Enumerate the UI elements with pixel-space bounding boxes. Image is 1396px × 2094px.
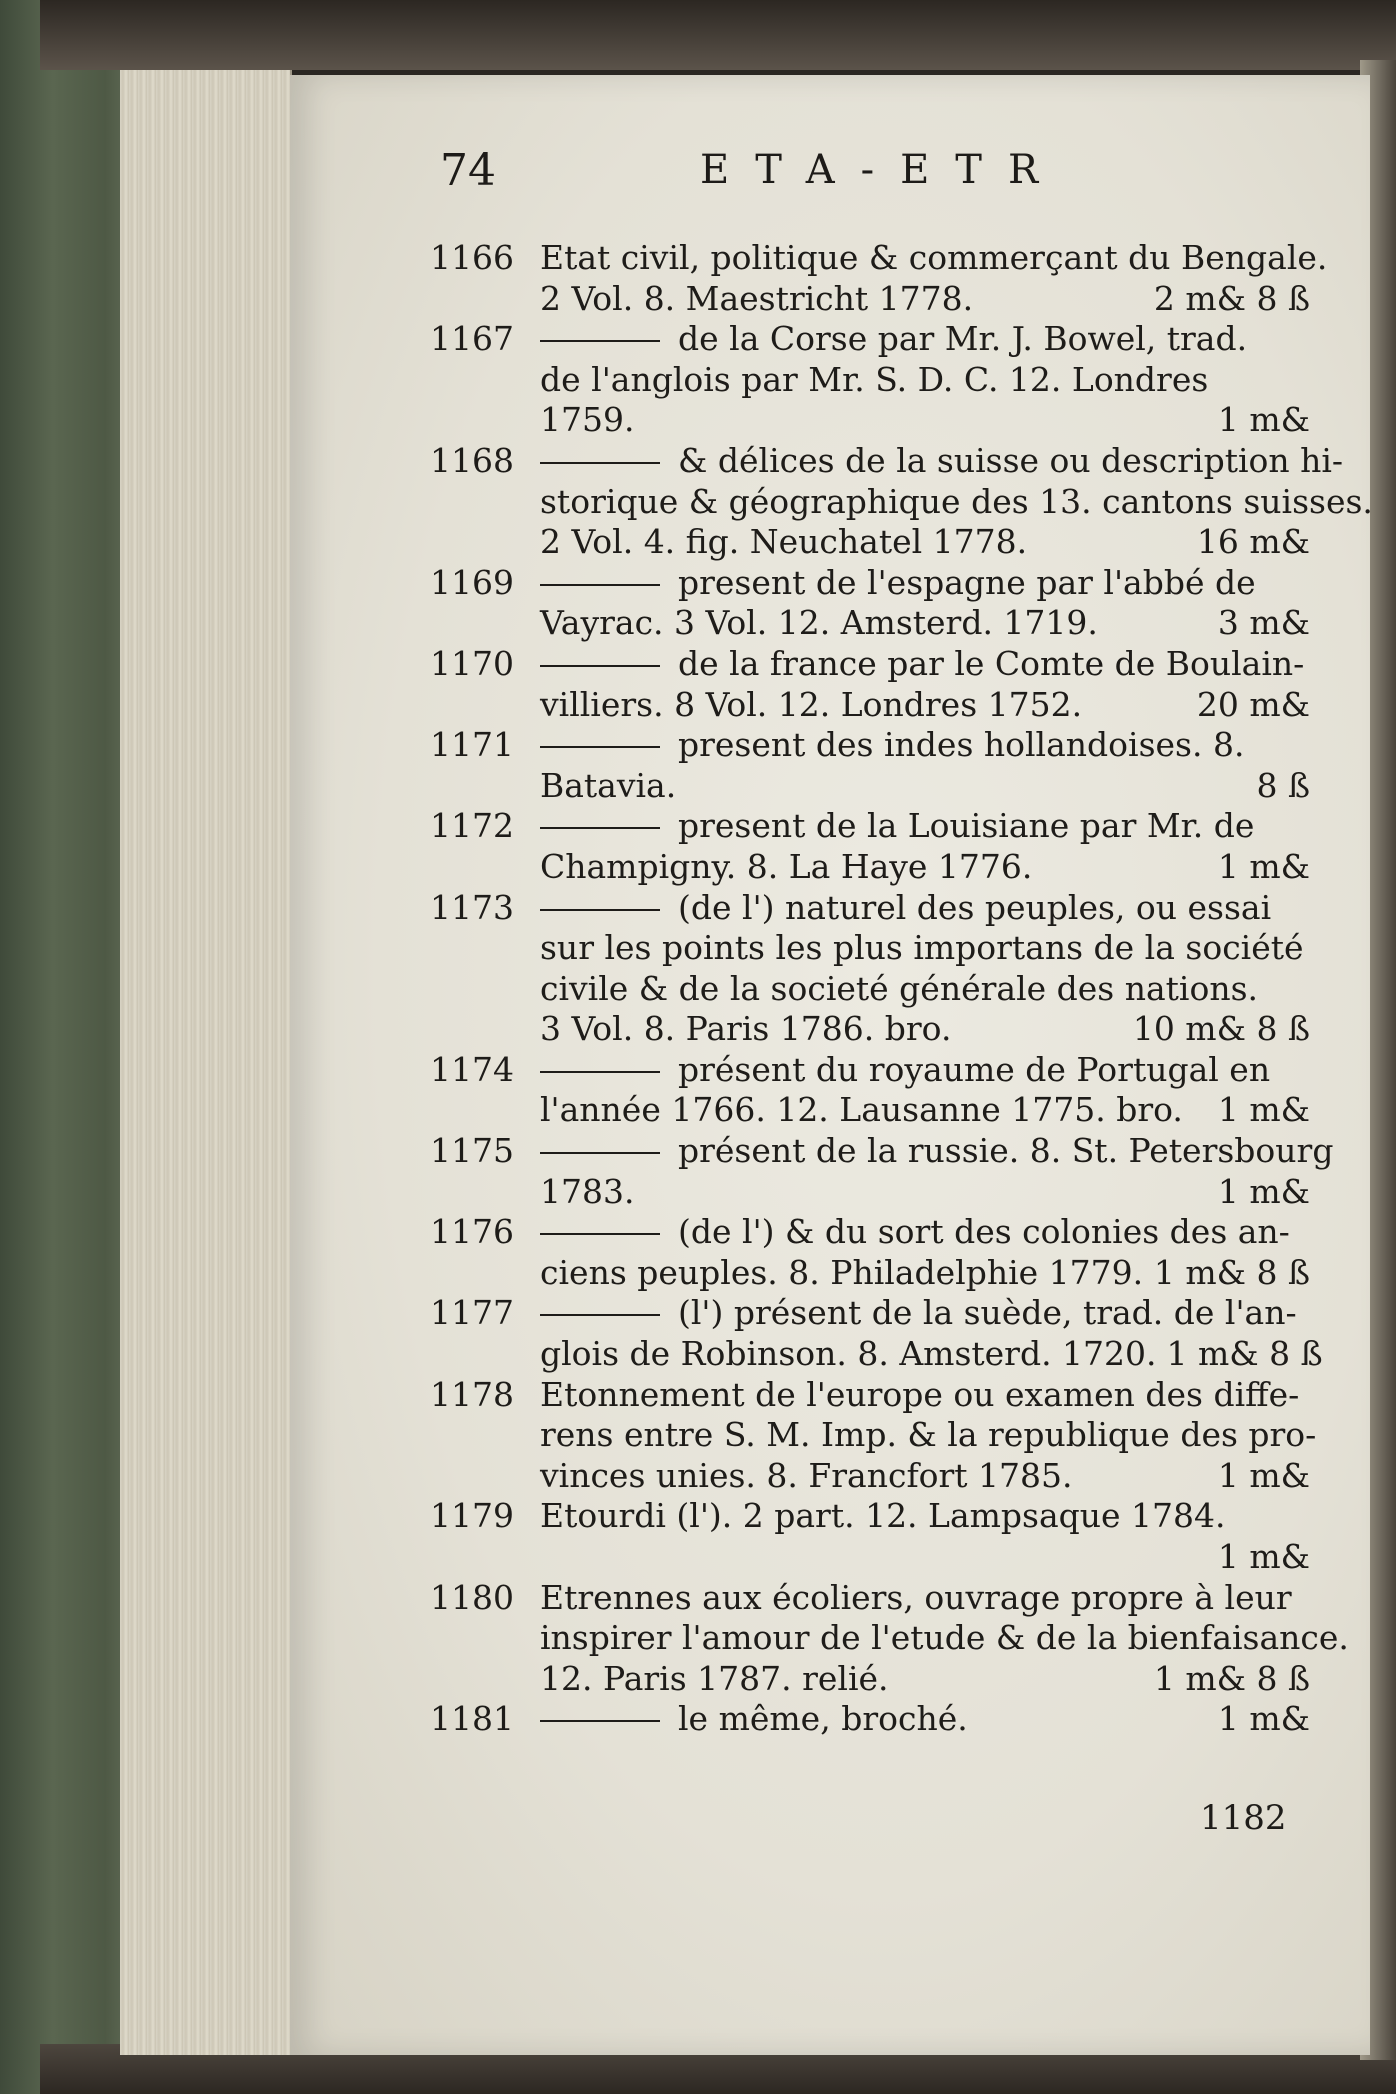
- catalogue-entry: [430, 1374, 1317, 1497]
- entry-text: Batavia.: [540, 765, 677, 805]
- entry-line: [540, 1578, 1310, 1619]
- entry-text: 1783.: [540, 1171, 635, 1211]
- catalogue-entry: [430, 1496, 1310, 1577]
- catalogue-entry: [430, 806, 1310, 887]
- entry-line: [540, 238, 1328, 279]
- entry-text: 12. Paris 1787. relié.: [540, 1658, 889, 1698]
- ditto-dash: [540, 665, 660, 667]
- catalogue-entry: [430, 888, 1310, 1050]
- entry-line: [540, 1415, 1317, 1456]
- entry-line: [540, 1131, 1334, 1172]
- catalogue-entry: [430, 238, 1328, 319]
- entry-text: storique & géographique des 13. cantons suisses.: [540, 481, 1373, 521]
- entry-text: présent de la russie. 8. St. Petersbourg: [678, 1131, 1334, 1171]
- ditto-dash: [540, 1314, 660, 1316]
- running-head: ETA-ETR: [700, 147, 1065, 193]
- catalogue-entry: [430, 440, 1373, 563]
- entry-line: [540, 1172, 1310, 1213]
- entry-number: 1174: [430, 1049, 514, 1089]
- entry-line: [540, 766, 1310, 807]
- entry-text: ciens peuples. 8. Philadelphie 1779.: [540, 1252, 1144, 1292]
- entry-line: [540, 481, 1373, 523]
- entry-number: 1172: [430, 806, 514, 846]
- entry-text: inspirer l'amour de l'etude & de la bienfaisance.: [540, 1618, 1349, 1658]
- ditto-dash: [540, 1152, 660, 1154]
- entry-line: [540, 1537, 1310, 1578]
- entry-price: 1 m&: [1217, 1455, 1310, 1495]
- entry-line: [540, 1456, 1310, 1497]
- catalogue-entries: [430, 238, 1373, 1740]
- entry-text: Etourdi (l'). 2 part. 12. Lampsaque 1784.: [540, 1496, 1226, 1536]
- entry-price: 3 m&: [1217, 603, 1310, 643]
- catalogue-entry: [430, 563, 1310, 644]
- entry-number: 1170: [430, 643, 514, 683]
- entry-price: 1 m& 8 ß: [1153, 1252, 1310, 1292]
- entry-price: 1 m& 8 ß: [1166, 1334, 1323, 1374]
- entry-number: 1173: [430, 887, 514, 927]
- entry-text: de la Corse par Mr. J. Bowel, trad.: [678, 319, 1248, 359]
- entry-text: Etat civil, politique & commerçant du Bengale.: [540, 238, 1328, 277]
- page-number: 74: [440, 145, 496, 196]
- entry-line: [540, 603, 1310, 644]
- entry-line: [540, 1618, 1349, 1659]
- entry-text: sur les points les plus importans de la société: [540, 928, 1304, 968]
- entry-number: 1180: [430, 1577, 514, 1617]
- entry-text: Etrennes aux écoliers, ouvrage propre à leur: [540, 1577, 1292, 1617]
- entry-text: present des indes hollandoises. 8.: [678, 725, 1245, 765]
- entry-price: 16 m&: [1196, 522, 1310, 562]
- entry-text: 1759.: [540, 400, 635, 440]
- catchword: 1182: [1200, 1798, 1287, 1838]
- ditto-dash: [540, 827, 660, 829]
- entry-price: 20 m&: [1196, 684, 1310, 724]
- entry-line: [540, 319, 1310, 360]
- entry-line: [540, 279, 1310, 320]
- ditto-dash: [540, 462, 660, 464]
- ditto-dash: [540, 1720, 660, 1722]
- entry-text: de la france par le Comte de Boulain-: [678, 643, 1305, 683]
- catalogue-entry: [430, 644, 1310, 725]
- ditto-dash: [540, 1071, 660, 1073]
- entry-text: vinces unies. 8. Francfort 1785.: [540, 1455, 1073, 1495]
- entry-line: [540, 1253, 1310, 1294]
- entry-line: [540, 644, 1310, 685]
- entry-number: 1179: [430, 1496, 514, 1536]
- entry-price: 1 m&: [1217, 1171, 1310, 1211]
- entry-text: présent du royaume de Portugal en: [678, 1049, 1271, 1089]
- entry-price: 8 ß: [1256, 765, 1310, 805]
- entry-price: 1 m&: [1217, 1537, 1310, 1576]
- entry-line: [540, 400, 1310, 441]
- entry-line: [540, 888, 1310, 929]
- entry-number: 1166: [430, 238, 514, 277]
- entry-line: [540, 522, 1310, 563]
- entry-number: 1169: [430, 562, 514, 602]
- entry-line: [540, 928, 1310, 969]
- entry-text: l'année 1766. 12. Lausanne 1775. bro.: [540, 1090, 1183, 1130]
- ditto-dash: [540, 584, 660, 586]
- entry-price: 1 m& 8 ß: [1153, 1658, 1310, 1698]
- entry-number: 1177: [430, 1293, 514, 1333]
- catalogue-entry: [430, 1212, 1310, 1293]
- book-binding-top: [40, 0, 1396, 70]
- catalogue-entry: [430, 1131, 1334, 1212]
- entry-line: [540, 725, 1310, 766]
- entry-text: rens entre S. M. Imp. & la republique des pro-: [540, 1415, 1317, 1455]
- catalogue-entry: [430, 1577, 1349, 1700]
- entry-text: civile & de la societé générale des nations.: [540, 968, 1259, 1008]
- entry-line: [540, 969, 1310, 1010]
- entry-line: [540, 1090, 1310, 1131]
- entry-price: 2 m& 8 ß: [1153, 278, 1310, 318]
- entry-line: [540, 360, 1310, 401]
- entry-line: [540, 1334, 1323, 1375]
- entry-line: [540, 685, 1310, 726]
- entry-text: 3 Vol. 8. Paris 1786. bro.: [540, 1009, 952, 1049]
- ditto-dash: [540, 909, 660, 911]
- entry-number: 1181: [430, 1699, 514, 1739]
- entry-text: present de la Louisiane par Mr. de: [678, 806, 1255, 846]
- entry-line: [540, 1659, 1310, 1700]
- entry-number: 1178: [430, 1374, 514, 1414]
- entry-text: (de l') & du sort des colonies des an-: [678, 1212, 1290, 1252]
- entry-price: 1 m&: [1217, 1090, 1310, 1130]
- entry-text: & délices de la suisse ou description hi-: [678, 440, 1344, 480]
- entry-text: 2 Vol. 8. Maestricht 1778.: [540, 278, 974, 318]
- entry-line: [540, 440, 1344, 482]
- entry-number: 1168: [430, 440, 514, 480]
- entry-line: [540, 1009, 1310, 1050]
- entry-line: [540, 1375, 1310, 1416]
- entry-price: 1 m&: [1217, 400, 1310, 440]
- entry-price: 10 m& 8 ß: [1132, 1009, 1310, 1049]
- ditto-dash: [540, 1233, 660, 1235]
- entry-text: present de l'espagne par l'abbé de: [678, 562, 1256, 602]
- entry-number: 1167: [430, 319, 514, 359]
- ditto-dash: [540, 340, 660, 342]
- entry-text: (l') présent de la suède, trad. de l'an-: [678, 1293, 1297, 1333]
- entry-line: [540, 847, 1310, 888]
- entry-line: [540, 1496, 1310, 1537]
- catalogue-entry: [430, 1050, 1310, 1131]
- entry-line: [540, 1050, 1310, 1091]
- entry-text: (de l') naturel des peuples, ou essai: [678, 887, 1272, 927]
- entry-number: 1176: [430, 1212, 514, 1252]
- catalogue-entry: [430, 1293, 1323, 1374]
- ditto-dash: [540, 746, 660, 748]
- entry-text: le même, broché.: [678, 1699, 968, 1739]
- entry-text: Champigny. 8. La Haye 1776.: [540, 846, 1033, 886]
- entry-text: villiers. 8 Vol. 12. Londres 1752.: [540, 684, 1083, 724]
- entry-text: 2 Vol. 4. fig. Neuchatel 1778.: [540, 522, 1028, 562]
- page-edges: [120, 70, 292, 2055]
- entry-line: [540, 563, 1310, 604]
- entry-text: de l'anglois par Mr. S. D. C. 12. Londres: [540, 359, 1209, 399]
- catalogue-entry: [430, 1699, 1310, 1740]
- entry-line: [540, 1293, 1310, 1334]
- page-header: [440, 145, 1300, 205]
- entry-text: Vayrac. 3 Vol. 12. Amsterd. 1719.: [540, 603, 1098, 643]
- entry-line: [540, 1699, 1310, 1740]
- entry-line: [540, 806, 1310, 847]
- entry-number: 1175: [430, 1131, 514, 1171]
- entry-line: [540, 1212, 1310, 1253]
- entry-text: glois de Robinson. 8. Amsterd. 1720.: [540, 1334, 1157, 1374]
- catalogue-entry: [430, 319, 1310, 441]
- entry-text: Etonnement de l'europe ou examen des diffe-: [540, 1374, 1300, 1414]
- entry-price: 1 m&: [1217, 1699, 1310, 1739]
- entry-price: 1 m&: [1217, 846, 1310, 886]
- catalogue-entry: [430, 725, 1310, 806]
- entry-number: 1171: [430, 725, 514, 765]
